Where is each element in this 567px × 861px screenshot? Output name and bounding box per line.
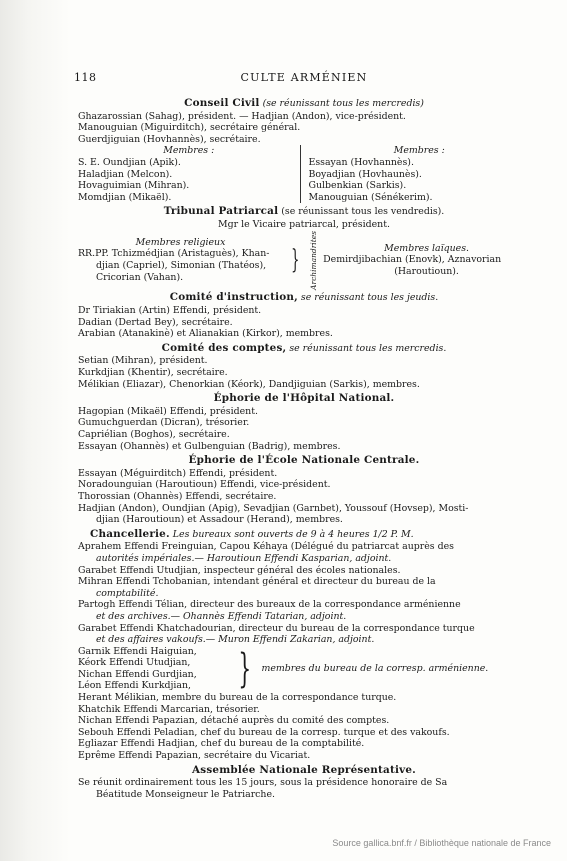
text-line: Guerdjiguian (Hovhannès), secrétaire. [78, 133, 261, 145]
member-item: Manouguian (Sénékerim). [308, 191, 433, 203]
text-line: Herant Mélikian, membre du bureau de la correspondance turque. [78, 692, 397, 704]
text-line: djian (Haroutioun) et Assadour (Herand), membres. [96, 514, 343, 526]
column-heading: Membres religieux [135, 236, 226, 248]
text-line: Thorossian (Ohannès) Effendi, secrétaire. [78, 490, 277, 502]
text-line: Setian (Mihran), président. [78, 355, 208, 367]
text-line: Mélikian (Eliazar), Chenorkian (Kéork), Dandjiguian (Sarkis), membres. [78, 378, 420, 390]
bureau-names [78, 646, 228, 692]
text-line: et des affaires vakoufs.— Muron Effendi Zakarian, adjoint. [96, 634, 375, 646]
section-heading-ecole: Éphorie de l'École Nationale Centrale. [188, 454, 420, 467]
section-heading-instruction: Comité d'instruction, se réunissant tous les jeudis. [169, 291, 439, 304]
tribunal-members [78, 231, 530, 290]
text-line: et des archives.— Ohannès Effendi Tatarian, adjoint. [96, 610, 347, 622]
text-line: Demirdjibachian (Enovk), Aznavorian [323, 254, 502, 266]
text-line: Léon Effendi Kurkdjian, [78, 680, 192, 692]
text-line: Dadian (Dertad Bey), secrétaire. [78, 316, 233, 328]
section-heading-hopital: Éphorie de l'Hôpital National. [213, 392, 395, 405]
member-item: Essayan (Hovhannès). [308, 156, 414, 168]
brace-glyph: } [238, 645, 252, 692]
text-line: Egliazar Effendi Hadjian, chef du bureau de la comptabilité. [78, 738, 365, 750]
member-item: Momdjian (Mikaël). [78, 191, 172, 203]
text-line: Ghazarossian (Sahag), président. — Hadjian (Andon), vice-président. [78, 110, 406, 122]
text-line: Essayan (Ohannès) et Gulbenguian (Badrig), membres. [78, 440, 341, 452]
member-item: Gulbenkian (Sarkis). [308, 180, 407, 192]
text-line: Mihran Effendi Tchobanian, intendant général et directeur du bureau de la [78, 576, 436, 588]
text-line: Noradounguian (Haroutioun) Effendi, vice-président. [78, 479, 331, 491]
members-left-column [78, 145, 300, 203]
text-line: comptabilité. [96, 587, 159, 599]
member-item: S. E. Oundjian (Apik). [78, 156, 181, 168]
text-line: Eprême Effendi Papazian, secrétaire du Vicariat. [78, 750, 311, 762]
source-footer: Source gallica.bnf.fr / Bibliothèque nationale de France [332, 838, 551, 848]
text-line: (Haroutioun). [394, 265, 459, 277]
text-line: Capriélian (Boghos), secrétaire. [78, 429, 230, 440]
running-title: CULTE ARMÉNIEN [240, 71, 368, 84]
text-line: Nichan Effendi Gurdjian, [78, 668, 197, 680]
section-heading-tribunal: Tribunal Patriarcal (se réunissant tous les vendredis). [163, 205, 445, 218]
section-heading-assemblee: Assemblée Nationale Représentative. [192, 763, 416, 776]
page-number: 118 [74, 71, 97, 84]
text-line: Nichan Effendi Papazian, détaché auprès du comité des comptes. [78, 715, 390, 727]
column-heading: Membres : [393, 145, 445, 157]
text-line: Aprahem Effendi Freinguian, Capou Kéhaya (Délégué du patriarcat auprès des [78, 541, 454, 553]
bureau-role: membres du bureau de la corresp. arménienne. [261, 663, 489, 675]
religious-members [78, 237, 283, 283]
text-line: Garabet Effendi Khatchadourian, directeur du bureau de la correspondance turque [78, 622, 475, 634]
bureau-members [78, 646, 530, 692]
vertical-label: Archimandrites [308, 230, 318, 290]
member-item: Boyadjian (Hovhaunès). [308, 168, 422, 180]
lay-members [323, 243, 530, 278]
text-line: Garabet Effendi Utudjian, inspecteur général des écoles nationales. [78, 564, 401, 576]
members-columns [78, 145, 530, 203]
running-header [74, 71, 530, 88]
text-line: Khatchik Effendi Marcarian, trésorier. [78, 703, 260, 715]
text-line: Hadjian (Andon), Oundjian (Apig), Sevadjian (Garnbet), Youssouf (Hovsep), Mosti- [78, 502, 469, 514]
text-line: Garnik Effendi Haiguian, [78, 645, 197, 657]
members-right-column [300, 145, 531, 203]
text-line: Partogh Effendi Télian, directeur des bureaux de la correspondance arménienne [78, 599, 461, 611]
column-heading: Membres laïques. [384, 242, 469, 254]
page-content [74, 71, 530, 800]
text-line: Kurkdjian (Khentir), secrétaire. [78, 367, 228, 379]
text-line: Hagopian (Mikaël) Effendi, président. [78, 405, 258, 417]
text-line: Béatitude Monseigneur le Patriarche. [96, 788, 275, 800]
text-line: RR.PP. Tchizmédjian (Aristaguès), Khan- [78, 248, 270, 260]
text-line: Arabian (Atanakinè) et Alianakian (Kirkor), membres. [78, 328, 333, 340]
page-edge-shadow [0, 0, 70, 861]
section-heading-comptes: Comité des comptes, se réunissant tous les mercredis. [161, 341, 447, 354]
chancellerie-lines [78, 541, 530, 645]
text-line: Kéork Effendi Utudjian, [78, 657, 191, 669]
tribunal-president: Mgr le Vicaire patriarcal, président. [218, 218, 390, 230]
brace-glyph: } [291, 245, 300, 275]
text-line: Dr Tiriakian (Artin) Effendi, président. [78, 305, 262, 317]
text-line: Manouguian (Miguirditch), secrétaire général. [78, 122, 301, 134]
text-line: Cricorian (Vahan). [96, 271, 184, 283]
text-line: Se réunit ordinairement tous les 15 jours, sous la présidence honoraire de Sa [78, 777, 448, 789]
member-item: Haladjian (Melcon). [78, 168, 173, 180]
section-heading-conseil-civil: Conseil Civil (se réunissant tous les mercredis) [184, 97, 424, 109]
text-line: autorités impériales.— Haroutioun Effendi Kasparian, adjoint. [96, 552, 392, 564]
text-line: djian (Capriel), Simonian (Thatéos), [96, 260, 267, 271]
text-line: Essayan (Méguirditch) Effendi, président. [78, 467, 278, 479]
text-line: Sebouh Effendi Peladian, chef du bureau de la corresp. turque et des vakoufs. [78, 726, 450, 738]
column-heading: Membres : [163, 145, 215, 157]
section-heading-chancellerie: Chancellerie. Les bureaux sont ouverts de 9 à 4 heures 1/2 P. M. [90, 527, 414, 540]
text-line: Gumuchguerdan (Dicran), trésorier. [78, 417, 250, 429]
member-item: Hovaguimian (Mihran). [78, 180, 190, 192]
